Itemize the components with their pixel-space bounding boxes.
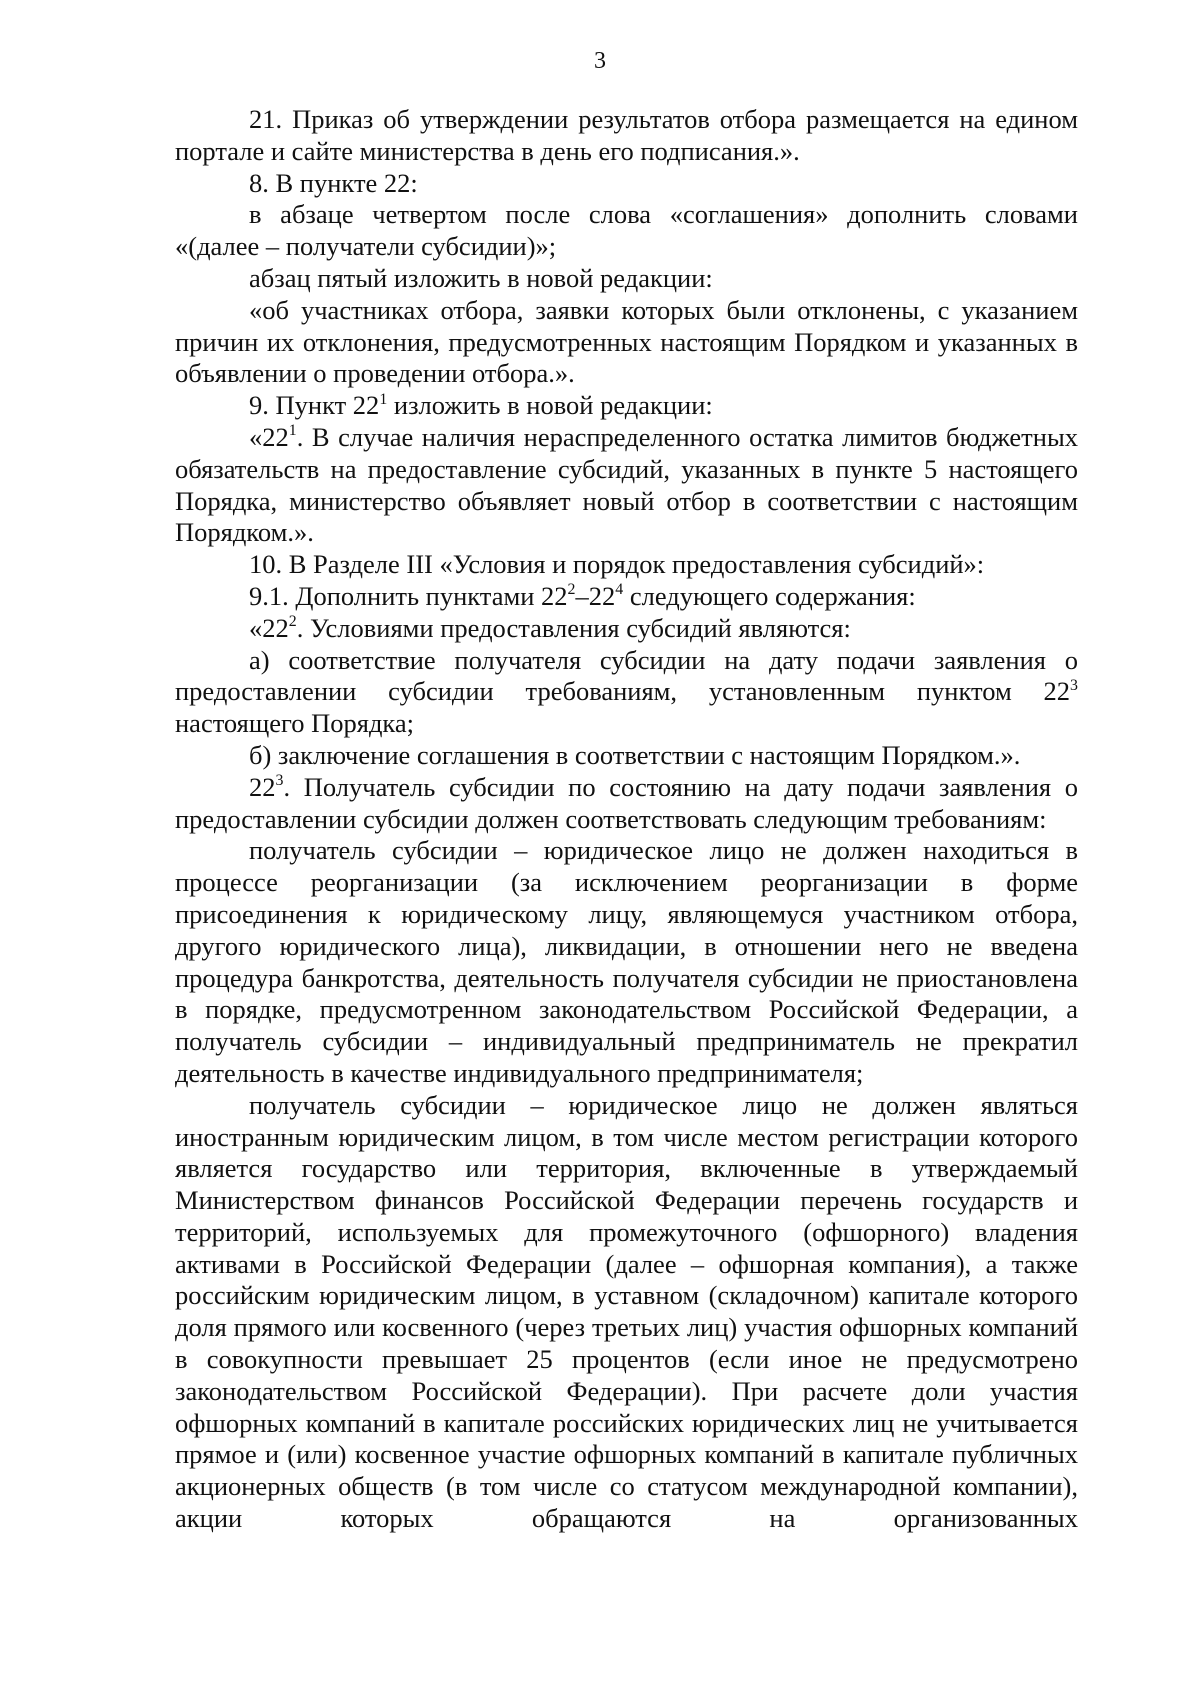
paragraph: «$22^1$. В случае наличия нераспределенного остатка лимитов бюджетных обязательств на предоставление субсидий, указанных в пункте 5 настоящего Порядка, министерство объявляет новый отбор в соответствии с настоящим Порядком.». <box>175 421 1078 548</box>
paragraph: $22^3$. Получатель субсидии по состоянию на дату подачи заявления о предоставлении субсидии должен соответствовать следующим требованиям: <box>175 771 1078 834</box>
paragraph: 9. Пункт $22^1$ изложить в новой редакции: <box>249 390 713 421</box>
paragraph: абзац пятый изложить в новой редакции: <box>249 262 713 293</box>
page-number: 3 <box>594 48 606 74</box>
paragraph: «$22^2$. Условиями предоставления субсидий являются: <box>249 612 851 643</box>
paragraph: в абзаце четвертом после слова «соглашения» дополнить словами «(далее – получатели субсидии)»; <box>175 199 1078 262</box>
paragraph: б) заключение соглашения в соответствии с настоящим Порядком.». <box>249 739 1021 770</box>
paragraph: 9.1. Дополнить пунктами $22^2-22^4$ следующего содержания: <box>249 580 916 611</box>
paragraph: получатель субсидии – юридическое лицо не должен являться иностранным юридическим лицом, в том числе местом регистрации которого является государство или территория, включенные в утверждаемый Министерством финансов Российской Федерации перечень государств и территорий, используемых для промежуточного (офшорного) владения активами в Российской Федерации (далее – офшорная компания), а также российским юридическим лицом, в уставном (складочном) капитале которого доля прямого или косвенного (через третьих лиц) участия офшорных компаний в совокупности превышает 25 процентов (если иное не предусмотрено законодательством Российской Федерации). При расчете доли участия офшорных компаний в капитале российских юридических лиц не учитывается прямое и (или) косвенное участие офшорных компаний в капитале публичных акционерных обществ (в том числе со статусом международной компании), акции которых обращаются на организованных <box>175 1089 1078 1534</box>
paragraph: получатель субсидии – юридическое лицо не должен находиться в процессе реорганизации (за исключением реорганизации в форме присоединения к юридическому лицу, являющемуся участником отбора, другого юридического лица), ликвидации, в отношении него не введена процедура банкротства, деятельность получателя субсидии не приостановлена в порядке, предусмотренном законодательством Российской Федерации, а получатель субсидии – индивидуальный предприниматель не прекратил деятельность в качестве индивидуального предпринимателя; <box>175 835 1078 1088</box>
paragraph: а) соответствие получателя субсидии на дату подачи заявления о предоставлении субсидии требованиям, установленным пунктом $22^3$ настоящего Порядка; <box>175 644 1078 739</box>
paragraph: 10. В Разделе III «Условия и порядок предоставления субсидий»: <box>249 549 985 580</box>
paragraph: 8. В пункте 22: <box>249 167 418 198</box>
document-body <box>175 104 1078 1535</box>
paragraph: 21. Приказ об утверждении результатов отбора размещается на едином порталe и сайте министерства в день его подписания.». <box>175 104 1078 166</box>
paragraph: «об участниках отбора, заявки которых были отклонены, с указанием причин их отклонения, предусмотренных настоящим Порядком и указанных в объявлении о проведении отбора.». <box>175 294 1078 389</box>
